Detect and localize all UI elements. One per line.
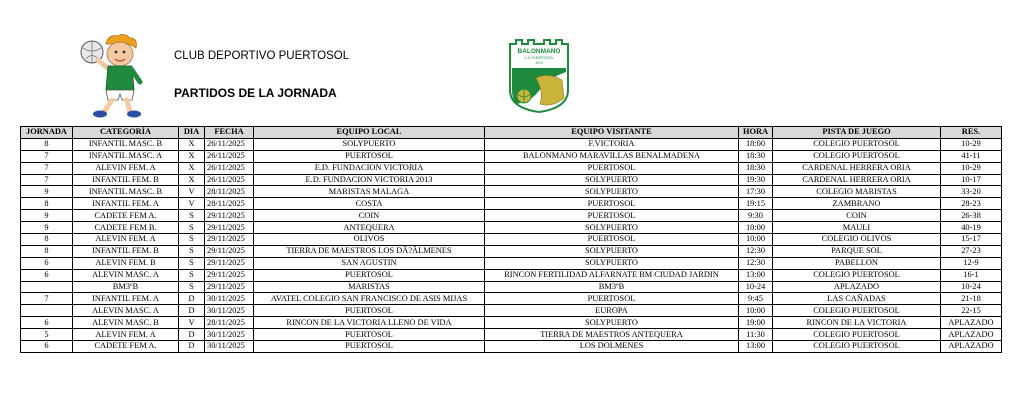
cell-equipo-local: PUERTOSOL [254, 341, 485, 353]
cell-fecha: 29/11/2025 [205, 281, 254, 293]
cell-equipo-visitante: EUROPA [485, 305, 739, 317]
cell-jornada: 6 [21, 341, 73, 353]
cell-equipo-visitante: SOLYPUERTO [485, 317, 739, 329]
cell-pista-de-juego: PABELLON [773, 257, 941, 269]
cell-equipo-visitante: PUERTOSOL [485, 293, 739, 305]
cell-hora: 9:30 [739, 210, 773, 222]
cell-resultado: 15-17 [941, 234, 1002, 246]
cell-jornada: 5 [21, 329, 73, 341]
cell-jornada: 8 [21, 138, 73, 150]
cell-fecha: 30/11/2025 [205, 293, 254, 305]
cell-pista-de-juego: CARDENAL HERRERA ORIA [773, 162, 941, 174]
cell-fecha: 26/11/2025 [205, 162, 254, 174]
cell-equipo-local: PUERTOSOL [254, 269, 485, 281]
cell-dia: D [179, 293, 205, 305]
cell-resultado: 10-17 [941, 174, 1002, 186]
cell-pista-de-juego: COLEGIO OLIVOS [773, 234, 941, 246]
cell-equipo-visitante: TIERRA DE MAESTROS ANTEQUERA [485, 329, 739, 341]
cell-jornada: 6 [21, 269, 73, 281]
table-row [21, 198, 1002, 210]
table-row [21, 293, 1002, 305]
cell-resultado: 22-15 [941, 305, 1002, 317]
cell-resultado: 26-38 [941, 210, 1002, 222]
cell-dia: S [179, 222, 205, 234]
page-header [0, 0, 1024, 125]
cell-jornada: 7 [21, 293, 73, 305]
column-header-fecha: FECHA [205, 127, 254, 139]
column-header-pista-de-juego: PISTA DE JUEGO [773, 127, 941, 139]
cell-resultado: APLAZADO [941, 329, 1002, 341]
cell-equipo-local: COSTA [254, 198, 485, 210]
cell-resultado: 16-1 [941, 269, 1002, 281]
cell-fecha: 29/11/2025 [205, 257, 254, 269]
cell-dia: S [179, 257, 205, 269]
cell-equipo-local: E.D. FUNDACION VICTORIA [254, 162, 485, 174]
table-row [21, 281, 1002, 293]
cell-dia: S [179, 281, 205, 293]
cell-hora: 19:30 [739, 174, 773, 186]
cell-equipo-local: MARISTAS MALAGA [254, 186, 485, 198]
cell-dia: S [179, 210, 205, 222]
cell-categoria: ALEVIN MASC. A [73, 269, 179, 281]
cell-categoria: ALEVIN FEM. B [73, 257, 179, 269]
table-header-row [21, 127, 1002, 139]
cell-categoria: CADETE FEM B. [73, 222, 179, 234]
cell-pista-de-juego: COLEGIO PUERTOSOL [773, 150, 941, 162]
cell-equipo-visitante: SOLYPUERTO [485, 186, 739, 198]
cell-jornada: 6 [21, 317, 73, 329]
cell-pista-de-juego: CARDENAL HERRERA ORIA [773, 174, 941, 186]
cell-fecha: 29/11/2025 [205, 234, 254, 246]
column-header-equipo-local: EQUIPO LOCAL [254, 127, 485, 139]
cell-categoria: ALEVIN FEM. A [73, 162, 179, 174]
cell-dia: X [179, 150, 205, 162]
table-body [21, 138, 1002, 352]
table-row [21, 150, 1002, 162]
cell-dia: V [179, 317, 205, 329]
cell-categoria: ALEVIN FEM. A [73, 234, 179, 246]
cell-fecha: 28/11/2025 [205, 198, 254, 210]
club-crest-logo [508, 38, 570, 114]
cell-categoria: ALEVIN MASC. A [73, 305, 179, 317]
cell-pista-de-juego: MAULI [773, 222, 941, 234]
cell-fecha: 29/11/2025 [205, 210, 254, 222]
cell-equipo-visitante: SOLYPUERTO [485, 174, 739, 186]
cell-dia: S [179, 269, 205, 281]
table-row [21, 257, 1002, 269]
cell-equipo-visitante: SOLYPUERTO [485, 245, 739, 257]
table-row [21, 245, 1002, 257]
cell-hora: 19:00 [739, 317, 773, 329]
cell-jornada: 8 [21, 234, 73, 246]
column-header-equipo-visitante: EQUIPO VISITANTE [485, 127, 739, 139]
logo-sub-text: C.D.PUERTOSOL [524, 56, 554, 60]
cell-resultado: 10-29 [941, 162, 1002, 174]
cell-categoria: INFANTIL FEM. B [73, 174, 179, 186]
cell-resultado: 21-18 [941, 293, 1002, 305]
cell-jornada: 9 [21, 210, 73, 222]
cell-dia: X [179, 174, 205, 186]
handball-mascot-illustration [78, 32, 148, 120]
cell-resultado: 28-23 [941, 198, 1002, 210]
column-header-jornada: JORNADA [21, 127, 73, 139]
cell-equipo-local: OLIVOS [254, 234, 485, 246]
cell-fecha: 28/11/2025 [205, 186, 254, 198]
cell-categoria: CADETE FEM A. [73, 341, 179, 353]
cell-dia: D [179, 329, 205, 341]
club-name: CLUB DEPORTIVO PUERTOSOL [174, 50, 350, 62]
cell-resultado: APLAZADO [941, 317, 1002, 329]
cell-equipo-visitante: SOLYPUERTO [485, 222, 739, 234]
cell-equipo-visitante: BM3ºB [485, 281, 739, 293]
cell-resultado: 41-11 [941, 150, 1002, 162]
table-row [21, 341, 1002, 353]
cell-dia: V [179, 198, 205, 210]
cell-categoria: ALEVIN MASC. B [73, 317, 179, 329]
cell-fecha: 30/11/2025 [205, 329, 254, 341]
cell-hora: 11:30 [739, 329, 773, 341]
cell-fecha: 26/11/2025 [205, 150, 254, 162]
cell-jornada: 8 [21, 198, 73, 210]
cell-categoria: INFANTIL FEM. A [73, 198, 179, 210]
cell-fecha: 29/11/2025 [205, 245, 254, 257]
cell-dia: X [179, 162, 205, 174]
column-header-categoria: CATEGORÍA [73, 127, 179, 139]
table-row [21, 174, 1002, 186]
cell-hora: 12:30 [739, 257, 773, 269]
cell-categoria: INFANTIL MASC. B [73, 138, 179, 150]
column-header-resultado: RES. [941, 127, 1002, 139]
cell-jornada: 6 [21, 257, 73, 269]
cell-resultado: 10-29 [941, 138, 1002, 150]
cell-hora: 12:30 [739, 245, 773, 257]
cell-categoria: BM3ºB [73, 281, 179, 293]
table-row [21, 305, 1002, 317]
cell-hora: 10:00 [739, 222, 773, 234]
cell-equipo-visitante: PUERTOSOL [485, 198, 739, 210]
table-row [21, 138, 1002, 150]
cell-categoria: INFANTIL FEM. B [73, 245, 179, 257]
cell-pista-de-juego: RINCON DE LA VICTORIA [773, 317, 941, 329]
cell-equipo-local: MARISTAS [254, 281, 485, 293]
cell-resultado: 12-9 [941, 257, 1002, 269]
column-header-dia: DIA [179, 127, 205, 139]
cell-pista-de-juego: COLEGIO MARISTAS [773, 186, 941, 198]
cell-dia: V [179, 186, 205, 198]
cell-jornada: 7 [21, 174, 73, 186]
cell-fecha: 29/11/2025 [205, 269, 254, 281]
cell-resultado: APLAZADO [941, 341, 1002, 353]
cell-resultado: 10-24 [941, 281, 1002, 293]
table-row [21, 222, 1002, 234]
logo-year: 1974 [535, 61, 543, 65]
cell-hora: 10-24 [739, 281, 773, 293]
cell-equipo-visitante: PUERTOSOL [485, 234, 739, 246]
cell-hora: 10:00 [739, 305, 773, 317]
matches-table [20, 126, 1002, 353]
cell-pista-de-juego: COLEGIO PUERTOSOL [773, 269, 941, 281]
table-row [21, 186, 1002, 198]
cell-categoria: INFANTIL FEM. A [73, 293, 179, 305]
cell-categoria: INFANTIL MASC. A [73, 150, 179, 162]
cell-pista-de-juego: PARQUE SOL [773, 245, 941, 257]
cell-hora: 13:00 [739, 269, 773, 281]
cell-hora: 19:15 [739, 198, 773, 210]
cell-resultado: 40-19 [941, 222, 1002, 234]
cell-pista-de-juego: COLEGIO PUERTOSOL [773, 341, 941, 353]
cell-pista-de-juego: COLEGIO PUERTOSOL [773, 305, 941, 317]
cell-hora: 10:00 [739, 234, 773, 246]
cell-dia: S [179, 234, 205, 246]
cell-jornada: 7 [21, 150, 73, 162]
cell-jornada [21, 281, 73, 293]
table-row [21, 329, 1002, 341]
table-row [21, 234, 1002, 246]
cell-equipo-local: AVATEL COLEGIO SAN FRANCISCO DE ASIS MIJAS [254, 293, 485, 305]
cell-pista-de-juego: APLAZADO [773, 281, 941, 293]
cell-equipo-local: PUERTOSOL [254, 305, 485, 317]
cell-jornada: 7 [21, 162, 73, 174]
table-row [21, 269, 1002, 281]
cell-fecha: 26/11/2025 [205, 138, 254, 150]
cell-equipo-local: PUERTOSOL [254, 150, 485, 162]
cell-fecha: 30/11/2025 [205, 341, 254, 353]
cell-resultado: 33-20 [941, 186, 1002, 198]
cell-equipo-local: RINCON DE LA VICTORIA LLENO DE VIDA [254, 317, 485, 329]
cell-dia: X [179, 138, 205, 150]
cell-fecha: 28/11/2025 [205, 317, 254, 329]
cell-equipo-local: COIN [254, 210, 485, 222]
cell-pista-de-juego: COLEGIO PUERTOSOL [773, 329, 941, 341]
cell-resultado: 27-23 [941, 245, 1002, 257]
cell-hora: 9:45 [739, 293, 773, 305]
cell-equipo-local: PUERTOSOL [254, 329, 485, 341]
cell-pista-de-juego: LAS CAÑADAS [773, 293, 941, 305]
cell-equipo-local: SOLYPUERTO [254, 138, 485, 150]
logo-top-text: BALONMANO [517, 48, 561, 55]
cell-hora: 17:30 [739, 186, 773, 198]
cell-equipo-local: SAN AGUSTIN [254, 257, 485, 269]
cell-equipo-visitante: F.VICTORIA [485, 138, 739, 150]
column-header-hora: HORA [739, 127, 773, 139]
cell-dia: S [179, 245, 205, 257]
cell-pista-de-juego: COIN [773, 210, 941, 222]
table-row [21, 162, 1002, 174]
table-row [21, 317, 1002, 329]
cell-jornada [21, 305, 73, 317]
document-title: PARTIDOS DE LA JORNADA [174, 86, 337, 100]
cell-jornada: 9 [21, 222, 73, 234]
cell-equipo-local: ANTEQUERA [254, 222, 485, 234]
cell-fecha: 30/11/2025 [205, 305, 254, 317]
cell-jornada: 9 [21, 186, 73, 198]
cell-equipo-visitante: RINCON FERTILIDAD ALFARNATE BM CIUDAD JARDIN [485, 269, 739, 281]
cell-categoria: CADETE FEM A. [73, 210, 179, 222]
cell-fecha: 29/11/2025 [205, 222, 254, 234]
cell-hora: 13:00 [739, 341, 773, 353]
cell-hora: 18:30 [739, 150, 773, 162]
cell-pista-de-juego: ZAMBRANO [773, 198, 941, 210]
cell-jornada: 8 [21, 245, 73, 257]
cell-fecha: 26/11/2025 [205, 174, 254, 186]
cell-equipo-visitante: PUERTOSOL [485, 162, 739, 174]
cell-equipo-local: TIERRA DE MAESTROS LOS DÃ?ÃLMENES [254, 245, 485, 257]
cell-hora: 18:00 [739, 138, 773, 150]
cell-hora: 18:30 [739, 162, 773, 174]
cell-categoria: ALEVIN FEM. A [73, 329, 179, 341]
cell-dia: D [179, 305, 205, 317]
cell-dia: D [179, 341, 205, 353]
cell-equipo-visitante: SOLYPUERTO [485, 257, 739, 269]
cell-equipo-visitante: PUERTOSOL [485, 210, 739, 222]
cell-equipo-visitante: LOS DOLMENES [485, 341, 739, 353]
cell-equipo-local: E.D. FUNDACION VICTORIA 2013 [254, 174, 485, 186]
cell-equipo-visitante: BALONMANO MARAVILLAS BENALMADENA [485, 150, 739, 162]
table-row [21, 210, 1002, 222]
cell-pista-de-juego: COLEGIO PUERTOSOL [773, 138, 941, 150]
cell-categoria: INFANTIL MASC. B [73, 186, 179, 198]
